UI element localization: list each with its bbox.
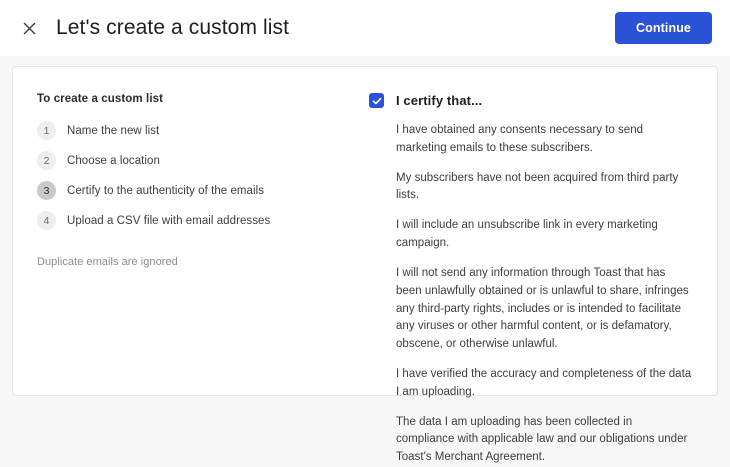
page-title: Let's create a custom list bbox=[56, 16, 290, 39]
certification-paragraph: I have obtained any consents necessary to send marketing emails to these subscribers. bbox=[396, 124, 644, 154]
certification-header bbox=[369, 93, 693, 108]
step-label: Upload a CSV file with email addresses bbox=[67, 214, 271, 227]
continue-button[interactable]: Continue bbox=[615, 12, 712, 44]
certification-title: I certify that... bbox=[396, 93, 483, 108]
certification-panel bbox=[343, 67, 717, 464]
steps-panel bbox=[13, 67, 343, 395]
step-item-active[interactable] bbox=[37, 181, 323, 200]
step-number: 4 bbox=[37, 211, 56, 230]
step-number: 1 bbox=[37, 121, 56, 140]
step-label: Name the new list bbox=[67, 124, 160, 137]
certification-paragraph: The data I am uploading has been collected in compliance with applicable law and our obligations under Toast's Merchant Agreement. bbox=[396, 415, 688, 464]
certification-paragraph: My subscribers have not been acquired from third party lists. bbox=[396, 171, 679, 202]
step-item[interactable] bbox=[37, 211, 323, 230]
certification-body bbox=[369, 122, 693, 467]
wizard-card bbox=[12, 66, 718, 464]
step-item[interactable] bbox=[37, 151, 323, 170]
step-number: 3 bbox=[37, 181, 56, 200]
certify-checkbox[interactable] bbox=[369, 93, 384, 108]
duplicate-emails-note: Duplicate emails are ignored bbox=[37, 256, 178, 268]
wizard-header bbox=[0, 0, 730, 56]
step-number: 2 bbox=[37, 151, 56, 170]
certification-paragraph: I have verified the accuracy and completeness of the data I am uploading. bbox=[396, 367, 692, 398]
step-label: Certify to the authenticity of the emails bbox=[67, 184, 265, 197]
certification-paragraph: I will not send any information through Toast that has been unlawfully obtained or is unlawful to share, infringes any third-party rights, includes or is intended to facilitate any viruses or other harmful content, or is defamatory, obscene, or otherwise unlawful. bbox=[396, 266, 689, 351]
steps-heading: To create a custom list bbox=[37, 93, 164, 105]
step-item[interactable] bbox=[37, 121, 323, 140]
close-icon[interactable] bbox=[16, 15, 42, 41]
certification-paragraph: I will include an unsubscribe link in every marketing campaign. bbox=[396, 219, 658, 250]
step-label: Choose a location bbox=[67, 154, 160, 167]
